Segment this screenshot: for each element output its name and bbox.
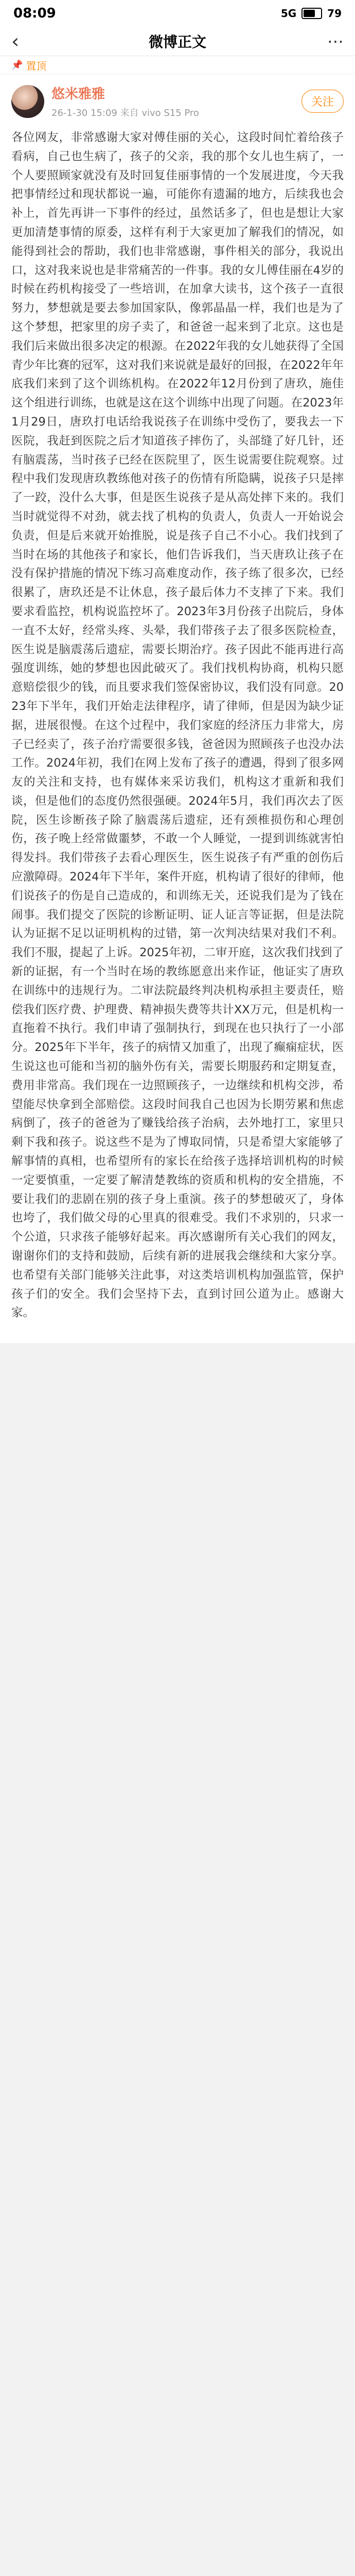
nav-bar <box>0 27 355 56</box>
post-card <box>0 56 355 1343</box>
avatar[interactable] <box>11 85 44 118</box>
signal-icon: 5G <box>280 7 297 20</box>
battery-icon <box>301 8 322 19</box>
pin-icon: 📌 <box>11 59 23 71</box>
status-icons <box>281 7 342 20</box>
more-icon[interactable]: ⋯ <box>327 31 344 51</box>
author-meta <box>51 83 301 119</box>
status-bar <box>0 0 355 27</box>
post-body: 各位网友，非常感谢大家对傅佳丽的关心，这段时间忙着给孩子看病，自己也生病了，孩子的父亲，我的那个女儿也生病了，一个人要照顾家就没有及时回复佳丽事情的一个发展进度，今天我把事情经过和现状都说一遍，可能你有遗漏的地方，后续我也会补上，首先再讲一下事件的经过，虽然话多了，但也是想让大家更加清楚事情的原委，这样有利于大家更加了解我们的情况，如能得到社会的帮助，我们也非常感谢，事件相关的部分，我说出口，这对我来说也是非常痛苦的一件事。我的女儿傅佳丽在4岁的时候在药机构接受了一些培训，在加拿大读书，这个孩子一直很努力，梦想就是要去参加国家队，像郭晶晶一样，我们也是为了这个梦想，把家里的房子卖了，和爸爸一起来到了北京。这也是我们后来做出很多决定的根源。在2022年我的女儿她获得了全国青少年比赛的冠军，这对我们来说就是最好的回报，在2022年年底我们来到了这个训练机构。在2022年12月份到了唐玖，施佳这个组进行训练，也就是这在这个训练中出现了问题。在2023年1月29日，唐玖打电话给我说孩子在训练中受伤了，要我去一下医院，我赶到医院之后才知道孩子摔伤了，头部缝了好几针，还有脑震荡，当时孩子已经在医院里了，医生说需要住院观察。过程中我们发现唐玖教练他对孩子的伤情有所隐瞒，说孩子只是摔了一跤，没什么大事，但是医生说孩子是从高处摔下来的。我们当时就觉得不对劲，就去找了机构的负责人，负责人一开始说会负责，但是后来就开始推脱，说是孩子自己不小心。我们找到了当时在场的其他孩子和家长，他们告诉我们，当天唐玖让孩子在没有保护措施的情况下练习高难度动作，孩子练了很多次，已经很累了，唐玖还是不让休息，孩子最后体力不支摔了下来。我们要求看监控，机构说监控坏了。2023年3月份孩子出院后，身体一直不太好，经常头疼、头晕，我们带孩子去了很多医院检查，医生说是脑震荡后遗症，需要长期治疗。孩子因此不能再进行高强度训练，她的梦想也因此破灭了。我们找机构协商，机构只愿意赔偿很少的钱，而且要求我们签保密协议，我们没有同意。2023年下半年，我们开始走法律程序，请了律师，但是因为缺少证据，进展很慢。在这个过程中，我们家庭的经济压力非常大，房子已经卖了，孩子治疗需要很多钱，爸爸因为照顾孩子也没办法工作。2024年初，我们在网上发布了孩子的遭遇，得到了很多网友的关注和支持，也有媒体来采访我们，机构这才重新和我们谈，但是他们的态度仍然很强硬。2024年5月，我们再次去了医院，医生诊断孩子除了脑震荡后遗症，还有颈椎损伤和心理创伤，孩子晚上经常做噩梦，不敢一个人睡觉，一提到训练就害怕得发抖。我们带孩子去看心理医生，医生说孩子有严重的创伤后应激障碍。2024年下半年，案件开庭，机构请了很好的律师，他们说孩子的伤是自己造成的，和训练无关，还说我们是为了钱在闹事。我们提交了医院的诊断证明、证人证言等证据，但是法院认为证据不足以证明机构的过错，第一次判决结果对我们不利。我们不服，提起了上诉。2025年初，二审开庭，这次我们找到了新的证据，有一个当时在场的教练愿意出来作证，他证实了唐玖在训练中的违规行为。二审法院最终判决机构承担主要责任，赔偿我们医疗费、护理费、精神损失费等共计XX万元，但是机构一直拖着不执行。我们申请了强制执行，到现在也只执行了一小部分。2025年下半年，孩子的病情又加重了，出现了癫痫症状，医生说这也可能和当初的脑外伤有关，需要长期服药和定期复查，费用非常高。我们现在一边照顾孩子，一边继续和机构交涉，希望能尽快拿到全部赔偿。这段时间我自己也因为长期劳累和焦虑病倒了，孩子的爸爸为了赚钱给孩子治病，去外地打工，家里只剩下我和孩子。说这些不是为了博取同情，只是希望大家能够了解事情的真相，也希望所有的家长在给孩子选择培训机构的时候一定要慎重，一定要了解清楚教练的资质和机构的安全措施，不要让我们的悲剧在别的孩子身上重演。孩子的梦想破灭了，身体也垮了，我们做父母的心里真的很难受。我们不求别的，只求一个公道，只求孩子能够好起来。再次感谢所有关心我们的网友，谢谢你们的支持和鼓励，后续有新的进展我会继续和大家分享。也希望有关部门能够关注此事，对这类培训机构加强监管，保护孩子们的安全。我们会坚持下去，直到讨回公道为止。感谢大家。 <box>11 131 344 1320</box>
post-meta: 26-1-30 15:09 来自 vivo S15 Pro <box>51 108 199 118</box>
author-name[interactable]: 悠米雅雅 <box>51 87 105 102</box>
battery-level: 79 <box>327 7 342 20</box>
page-title: 微博正文 <box>148 33 206 50</box>
pinned-label: 置顶 <box>26 59 47 72</box>
follow-button[interactable]: 关注 <box>301 90 344 113</box>
status-time: 08:09 <box>13 6 56 21</box>
pinned-row <box>0 56 355 74</box>
chevron-left-icon[interactable]: ‹ <box>11 30 20 53</box>
author-row <box>0 74 355 124</box>
